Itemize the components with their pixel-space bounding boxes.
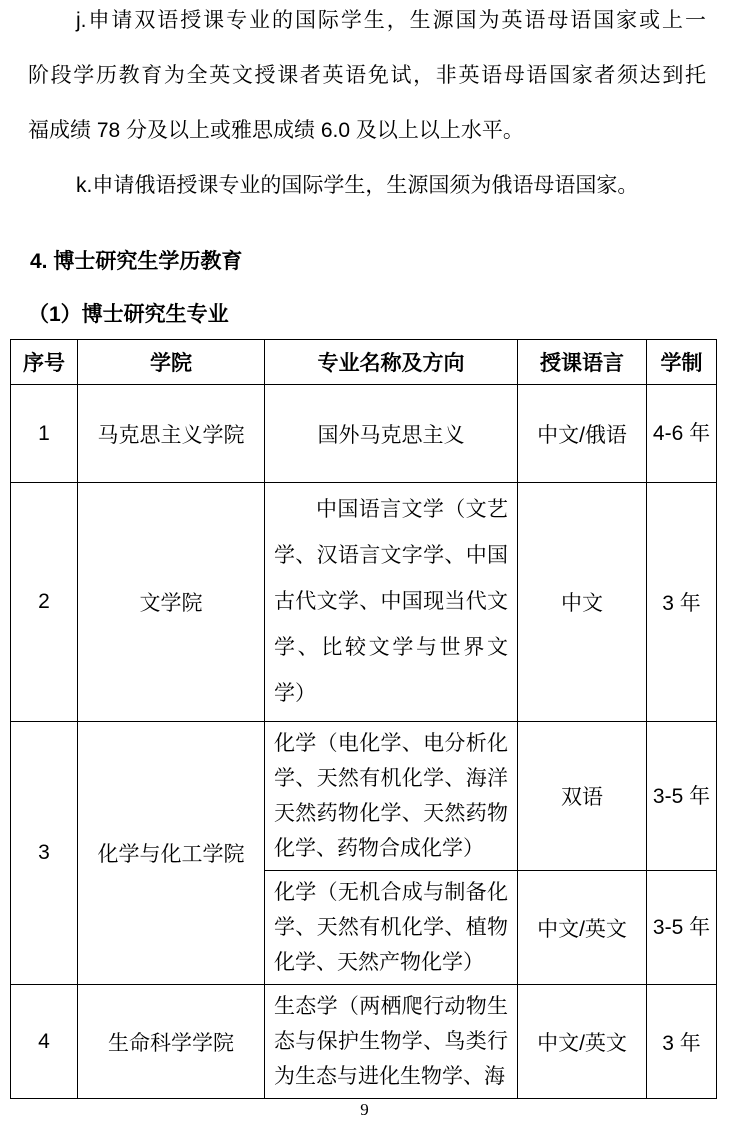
- doctoral-programs-table: [10, 339, 717, 1099]
- header-cell-duration: 学制: [647, 340, 717, 385]
- text-line: k.申请俄语授课专业的国际学生，生源国须为俄语母语国家。: [76, 174, 639, 197]
- text-line: 福成绩 78 分及以上或雅思成绩 6.0 及以上以上水平。: [28, 119, 524, 142]
- header-cell-no: 序号: [11, 340, 78, 385]
- cell-language: 中文/俄语: [518, 385, 647, 483]
- cell-language: 中文: [518, 483, 647, 722]
- page-number: 9: [360, 1100, 369, 1119]
- cell-college: 马克思主义学院: [78, 385, 265, 483]
- text-line: j.申请双语授课专业的国际学生，生源国为英语母语国家或上一: [76, 9, 706, 32]
- cell-no: 1: [11, 385, 78, 483]
- section-heading: 4. 博士研究生学历教育: [30, 250, 243, 273]
- cell-major: 化学（电化学、电分析化学、天然有机化学、海洋天然药物化学、天然药物化学、药物合成化学）: [265, 722, 518, 871]
- cell-language: 双语: [518, 722, 647, 871]
- cell-no: 3: [11, 722, 78, 985]
- table-row: [11, 985, 717, 1099]
- cell-no: 4: [11, 985, 78, 1099]
- cell-language: 中文/英文: [518, 985, 647, 1099]
- cell-duration: 3 年: [647, 985, 717, 1099]
- header-cell-college: 学院: [78, 340, 265, 385]
- cell-major: 生态学（两栖爬行动物生态与保护生物学、鸟类行为生态与进化生物学、海: [265, 985, 518, 1099]
- table-row: [11, 483, 717, 722]
- subsection-heading: （1）博士研究生专业: [28, 303, 229, 326]
- text-line: 阶段学历教育为全英文授课者英语免试，非英语母语国家者须达到托: [28, 64, 706, 87]
- table-row: [11, 385, 717, 483]
- cell-college: 生命科学学院: [78, 985, 265, 1099]
- body-text-block: [28, 0, 706, 213]
- cell-no: 2: [11, 483, 78, 722]
- cell-duration: 3 年: [647, 483, 717, 722]
- table-header-row: [11, 340, 717, 385]
- cell-duration: 3-5 年: [647, 722, 717, 871]
- cell-major: 化学（无机合成与制备化学、天然有机化学、植物化学、天然产物化学）: [265, 871, 518, 985]
- cell-college: 化学与化工学院: [78, 722, 265, 985]
- table-row: [11, 722, 717, 871]
- cell-duration: 4-6 年: [647, 385, 717, 483]
- cell-major: 国外马克思主义: [265, 385, 518, 483]
- paragraph-j: [28, 0, 706, 158]
- paragraph-k: [28, 158, 706, 213]
- cell-language: 中文/英文: [518, 871, 647, 985]
- cell-major: 中国语言文学（文艺学、汉语言文字学、中国古代文学、中国现当代文学、比较文学与世界文学）: [265, 483, 518, 722]
- cell-duration: 3-5 年: [647, 871, 717, 985]
- header-cell-language: 授课语言: [518, 340, 647, 385]
- header-cell-major: 专业名称及方向: [265, 340, 518, 385]
- cell-college: 文学院: [78, 483, 265, 722]
